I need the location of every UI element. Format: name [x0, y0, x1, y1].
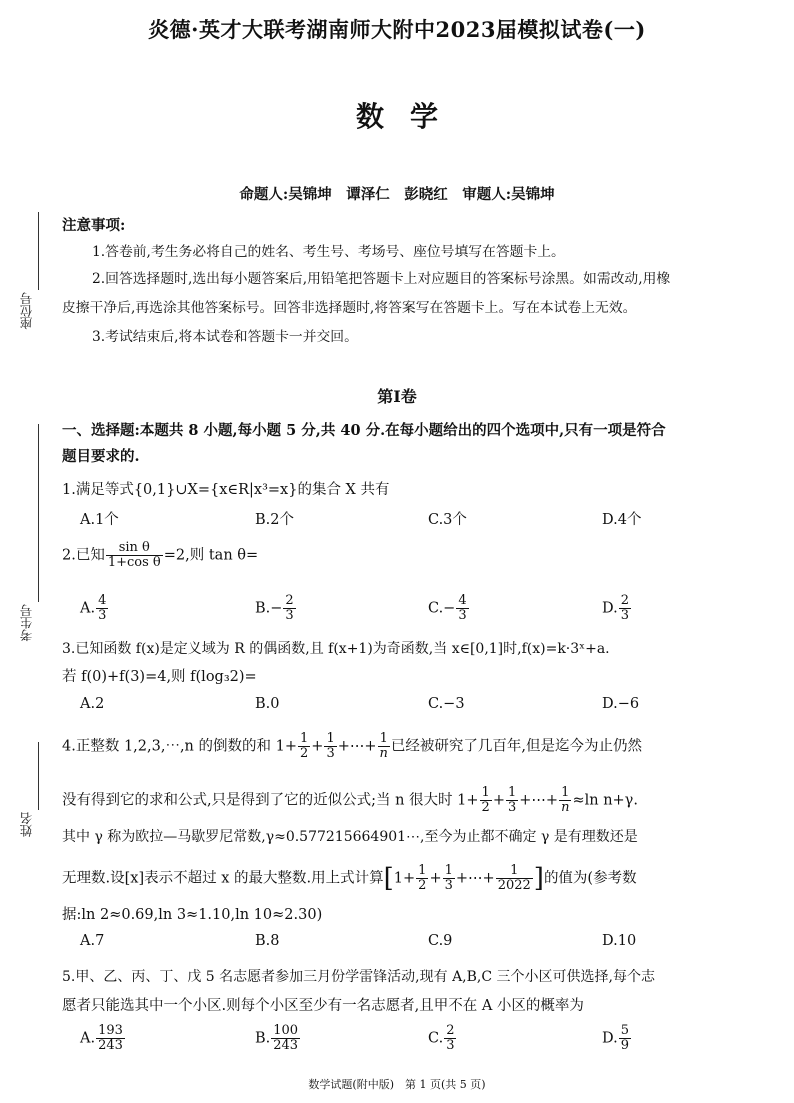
q4-l1-plus: + — [311, 738, 324, 755]
q4-l2-n-den: n — [561, 800, 570, 815]
q2-b-den: 3 — [285, 608, 294, 623]
q2-numerator: sin θ — [106, 541, 163, 556]
q5-d-den: 9 — [620, 1038, 629, 1053]
subject-title: 数学 — [355, 100, 464, 133]
question-4-line-4 — [62, 864, 777, 893]
q4-l1-frac-half — [298, 732, 310, 761]
q2-b-num: 2 — [285, 593, 294, 608]
q4-l4-third-num: 1 — [444, 863, 453, 878]
q5-a-num: 193 — [98, 1023, 123, 1038]
q5-b-den: 243 — [273, 1038, 299, 1053]
part-title: 第Ⅰ卷 — [377, 387, 417, 406]
q2-option-d — [602, 594, 632, 623]
exam-no-underline — [38, 424, 39, 602]
notice-title: 注意事项: — [62, 217, 126, 234]
q5-b-fraction — [271, 1024, 300, 1053]
q2-pre: 2.已知 — [62, 547, 105, 564]
q4-l2-plus: + — [492, 792, 505, 809]
q2-d-label: D. — [602, 600, 618, 617]
q2-d-num: 2 — [620, 593, 629, 608]
q1-option-c: C.3个 — [428, 512, 467, 528]
question-3-line-1: 3.已知函数 f(x)是定义域为 R 的偶函数,且 f(x+1)为奇函数,当 x∈[0,1]时,f(x)=k·3ˣ+a. — [62, 641, 610, 657]
q4-l4-half-den: 2 — [418, 878, 427, 893]
question-3-line-2: 若 f(0)+f(3)=4,则 f(log₃2)= — [62, 669, 257, 685]
side-label-seat: 座位号 — [19, 292, 34, 330]
exam-title: 炎德·英才大联考湖南师大附中2023届模拟试卷(一) — [148, 17, 646, 42]
q1-option-b: B.2个 — [255, 512, 294, 528]
q4-l2-post: ≈ln n+γ. — [572, 792, 638, 809]
q2-b-fraction — [283, 594, 295, 623]
q4-l4-right-bracket: ] — [533, 863, 544, 894]
q4-l1-half-num: 1 — [300, 731, 309, 746]
q4-l1-frac-third — [324, 732, 336, 761]
q4-l4-2022-den: 2022 — [497, 878, 531, 893]
q4-l4-post: 的值为(参考数 — [543, 870, 637, 887]
q5-d-fraction — [619, 1024, 631, 1053]
q3-option-c: C.−3 — [428, 696, 465, 712]
q3-option-d: D.−6 — [602, 696, 640, 712]
q4-l4-frac-half — [416, 864, 428, 893]
q2-c-num: 4 — [458, 593, 467, 608]
question-4-line-3: 其中 γ 称为欧拉—马歇罗尼常数,γ≈0.577215664901⋯,至今为止都不确定 γ 是有理数还是 — [62, 829, 638, 845]
q4-l1-n-num: 1 — [378, 732, 390, 747]
q4-l2-dots: +⋯+ — [519, 792, 559, 809]
q4-l2-n-num: 1 — [559, 786, 571, 801]
q2-d-fraction — [619, 594, 631, 623]
q5-c-label: C. — [428, 1030, 444, 1047]
q2-a-den: 3 — [98, 608, 107, 623]
notice-item-3: 3.考试结束后,将本试卷和答题卡一并交回。 — [92, 329, 358, 345]
q5-b-num: 100 — [273, 1023, 299, 1038]
q4-l4-pre: 无理数.设[x]表示不超过 x 的最大整数.用上式计算 — [62, 870, 384, 887]
name-underline — [38, 742, 39, 810]
q2-a-num: 4 — [98, 593, 107, 608]
question-1-stem: 1.满足等式{0,1}∪X={x∈R|x³=x}的集合 X 共有 — [62, 482, 390, 498]
q4-l1-half-den: 2 — [300, 746, 309, 761]
q5-option-d — [602, 1024, 632, 1053]
q5-a-den: 243 — [98, 1038, 123, 1053]
q4-l1-third-den: 3 — [326, 746, 335, 761]
q2-c-label: C.− — [428, 600, 456, 617]
q5-option-c — [428, 1024, 457, 1053]
q5-d-label: D. — [602, 1030, 618, 1047]
q4-l2-half-den: 2 — [481, 800, 490, 815]
side-label-name: 姓名 — [19, 812, 34, 837]
q4-l2-half-num: 1 — [481, 785, 490, 800]
q5-b-label: B. — [255, 1030, 271, 1047]
q5-c-num: 2 — [446, 1023, 455, 1038]
q5-a-fraction — [96, 1024, 125, 1053]
section-heading-line-1: 一、选择题:本题共 8 小题,每小题 5 分,共 40 分.在每小题给出的四个选项中,只有一项是符合 — [62, 422, 666, 439]
q4-l4-third-den: 3 — [444, 878, 453, 893]
notice-item-1: 1.答卷前,考生务必将自己的姓名、考生号、考场号、座位号填写在答题卡上。 — [92, 244, 565, 260]
q4-l4-2022-num: 1 — [496, 864, 533, 879]
q2-option-a — [80, 594, 109, 623]
q2-d-den: 3 — [620, 608, 629, 623]
q4-l4-frac-third — [443, 864, 455, 893]
q4-option-c: C.9 — [428, 933, 453, 949]
q1-option-a: A.1个 — [80, 512, 119, 528]
q4-l1-post: 已经被研究了几百年,但是迄今为止仍然 — [390, 738, 643, 755]
q2-c-den: 3 — [458, 608, 467, 623]
section-heading — [62, 418, 777, 470]
q5-a-label: A. — [80, 1030, 96, 1047]
question-4-line-1 — [62, 732, 777, 761]
q4-l4-one: 1 — [393, 870, 403, 887]
question-4-line-2 — [62, 786, 777, 815]
section-heading-line-2: 题目要求的. — [62, 448, 140, 465]
authors-line: 命题人:吴锦坤 谭泽仁 彭晓红 审题人:吴锦坤 — [239, 186, 555, 203]
q5-c-den: 3 — [446, 1038, 455, 1053]
q4-l2-third-num: 1 — [507, 785, 517, 800]
q4-l2-frac-n — [559, 786, 571, 815]
q4-l4-half-num: 1 — [418, 863, 427, 878]
q4-l2-frac-half — [480, 786, 492, 815]
q2-option-b — [255, 594, 297, 623]
q4-option-b: B.8 — [255, 933, 280, 949]
q2-post: =2,则 tan θ= — [163, 547, 259, 564]
q4-l4-left-bracket: [ — [383, 863, 394, 894]
q5-c-fraction — [444, 1024, 456, 1053]
q4-option-a: A.7 — [80, 933, 105, 949]
q4-l2-pre: 没有得到它的求和公式,只是得到了它的近似公式;当 n 很大时 1+ — [62, 792, 479, 809]
q4-l1-dots: +⋯+ — [337, 738, 377, 755]
q2-b-label: B.− — [255, 600, 283, 617]
q4-l1-pre: 4.正整数 1,2,3,⋯,n 的倒数的和 1+ — [62, 738, 297, 755]
q5-option-a — [80, 1024, 126, 1053]
notice-item-2-cont: 皮擦干净后,再选涂其他答案标号。回答非选择题时,将答案写在答题卡上。写在本试卷上无效。 — [62, 300, 637, 316]
seat-underline — [38, 212, 39, 290]
q2-a-label: A. — [80, 600, 96, 617]
q2-a-fraction — [96, 594, 108, 623]
q4-l4-plus-b: + — [429, 870, 442, 887]
q2-denominator: 1+cos θ — [107, 555, 161, 570]
q4-l1-third-num: 1 — [326, 731, 335, 746]
q2-option-c — [428, 594, 470, 623]
question-5-line-2: 愿者只能选其中一个小区.则每个小区至少有一名志愿者,且甲不在 A 小区的概率为 — [62, 998, 584, 1014]
q2-fraction — [106, 541, 163, 570]
q4-l1-n-den: n — [379, 746, 388, 761]
q4-l4-frac-2022 — [496, 864, 533, 893]
q4-l4-plus-a: + — [403, 870, 416, 887]
question-4-line-5: 据:ln 2≈0.69,ln 3≈1.10,ln 10≈2.30) — [62, 907, 323, 923]
question-2-stem — [62, 541, 777, 570]
q2-c-fraction — [456, 594, 468, 623]
question-5-line-1: 5.甲、乙、丙、丁、戊 5 名志愿者参加三月份学雷锋活动,现有 A,B,C 三个小区可供选择,每个志 — [62, 969, 655, 985]
q4-l2-frac-third — [506, 786, 518, 815]
q4-l2-third-den: 3 — [507, 800, 517, 815]
q3-option-b: B.0 — [255, 696, 280, 712]
q1-option-d: D.4个 — [602, 512, 642, 528]
q5-option-b — [255, 1024, 301, 1053]
notice-item-2: 2.回答选择题时,选出每小题答案后,用铅笔把答题卡上对应题目的答案标号涂黑。如需改动,用橡 — [92, 271, 671, 287]
q4-l4-dots: +⋯+ — [455, 870, 495, 887]
side-label-exam-no: 考生号 — [19, 604, 34, 642]
page-footer: 数学试题(附中版) 第 1 页(共 5 页) — [308, 1078, 486, 1091]
q4-option-d: D.10 — [602, 933, 637, 949]
q3-option-a: A.2 — [80, 696, 105, 712]
q5-d-num: 5 — [620, 1023, 629, 1038]
q4-l1-frac-n — [378, 732, 390, 761]
